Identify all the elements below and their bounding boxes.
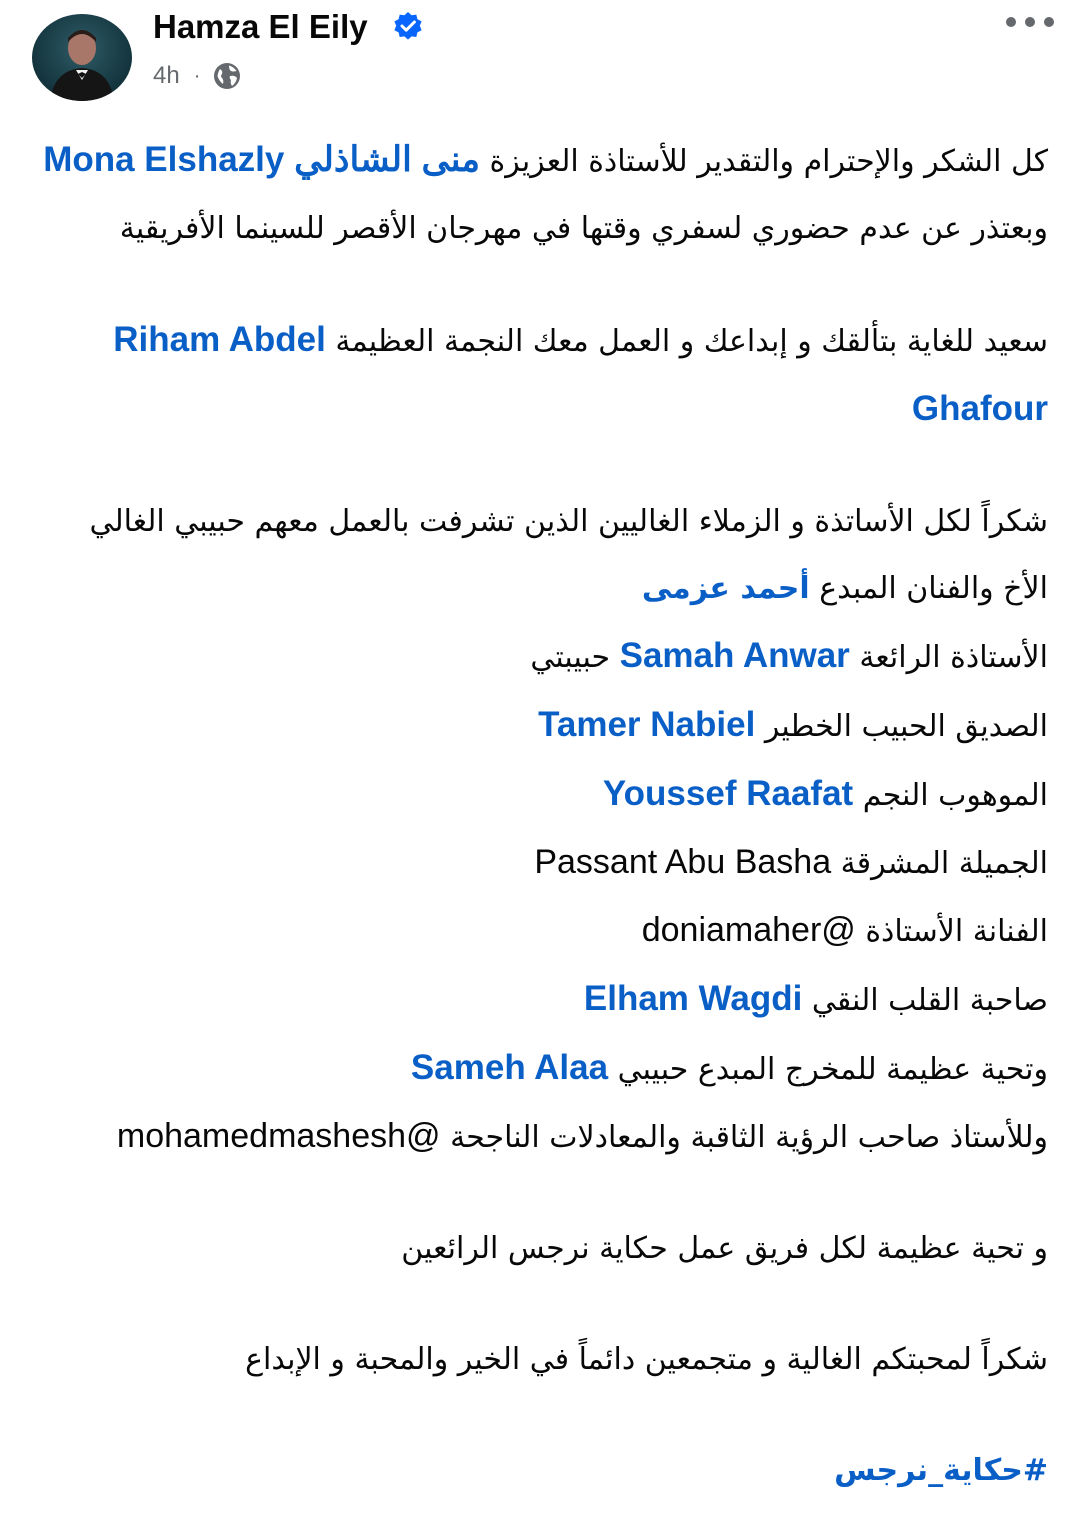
body-text: شكراً لمحبتكم الغالية و متجمعين دائماً في الخير والمحبة و الإبداع (245, 1342, 1048, 1377)
avatar[interactable] (32, 14, 132, 101)
paragraph-team (40, 1215, 1048, 1282)
globe-icon[interactable] (212, 61, 242, 91)
body-text: الموهوب النجم (853, 778, 1048, 813)
line-donia (40, 897, 1048, 965)
meta-separator: · (193, 64, 201, 87)
body-text: حبيبتي (530, 640, 620, 675)
paragraph-thanks-mona (40, 126, 1048, 262)
mention-link[interactable]: Elham Wagdi (583, 979, 803, 1018)
paragraph-riham (40, 306, 1048, 444)
body-text: شكراً لكل الأساتذة و الزملاء الغاليين الذين تشرفت بالعمل معهم حبيبي الغالي (89, 504, 1048, 539)
body-text: وتحية عظيمة للمخرج المبدع حبيبي (608, 1052, 1048, 1087)
more-options-button[interactable] (1000, 4, 1060, 40)
body-text: كل الشكر والإحترام والتقدير للأستاذة العزيزة (480, 144, 1048, 179)
more-options-icon (1005, 16, 1055, 28)
paragraph-closing (40, 1326, 1048, 1393)
line-sameh (40, 1034, 1048, 1103)
body-text: الأخ والفنان المبدع (809, 571, 1048, 606)
paragraph-thanks-colleagues (40, 488, 1048, 555)
post-body (40, 126, 1048, 1504)
mention-link[interactable]: Tamer Nabiel (538, 705, 756, 744)
body-text: و تحية عظيمة لكل فريق عمل حكاية نرجس الرائعين (401, 1231, 1048, 1266)
mention-link[interactable]: Youssef Raafat (602, 774, 854, 813)
line-elham (40, 965, 1048, 1034)
verified-badge-icon (392, 11, 424, 43)
body-text: الفنانة الأستاذة (855, 914, 1048, 949)
hashtag-line (40, 1437, 1048, 1504)
line-ahmed (40, 555, 1048, 622)
body-text: صاحبة القلب النقي (802, 983, 1048, 1018)
line-passant (40, 829, 1048, 897)
mention-link[interactable]: Samah Anwar (619, 636, 850, 675)
hashtag-link[interactable]: #حكاية_نرجس (834, 1453, 1048, 1488)
plain-handle: @mohamedmashesh (116, 1117, 441, 1155)
line-youssef (40, 760, 1048, 829)
mention-link[interactable]: أحمد عزمى (641, 571, 810, 606)
mention-link[interactable]: Riham Abdel Ghafour (113, 320, 1048, 428)
body-text: الجميلة المشرقة (831, 846, 1048, 881)
post-timestamp[interactable]: 4h (153, 62, 180, 89)
line-mohamed (40, 1103, 1048, 1171)
plain-name: Passant Abu Basha (534, 843, 832, 881)
mention-link[interactable]: منى الشاذلي Mona Elshazly (43, 140, 481, 179)
line-samah (40, 622, 1048, 691)
line-tamer (40, 691, 1048, 760)
body-text: وبعتذر عن عدم حضوري لسفري وقتها في مهرجان الأقصر للسينما الأفريقية (119, 211, 1048, 246)
body-text: الأستاذة الرائعة (849, 640, 1048, 675)
author-name[interactable]: Hamza El Eily (153, 8, 368, 45)
post-meta (153, 58, 242, 94)
mention-link[interactable]: Sameh Alaa (410, 1048, 609, 1087)
plain-handle: @doniamaher (641, 911, 856, 949)
body-text: سعيد للغاية بتألقك و إبداعك و العمل معك النجمة العظيمة (325, 324, 1048, 359)
post-header (0, 0, 1080, 110)
body-text: الصديق الحبيب الخطير (755, 709, 1048, 744)
body-text: وللأستاذ صاحب الرؤية الثاقبة والمعادلات الناجحة (440, 1120, 1048, 1155)
